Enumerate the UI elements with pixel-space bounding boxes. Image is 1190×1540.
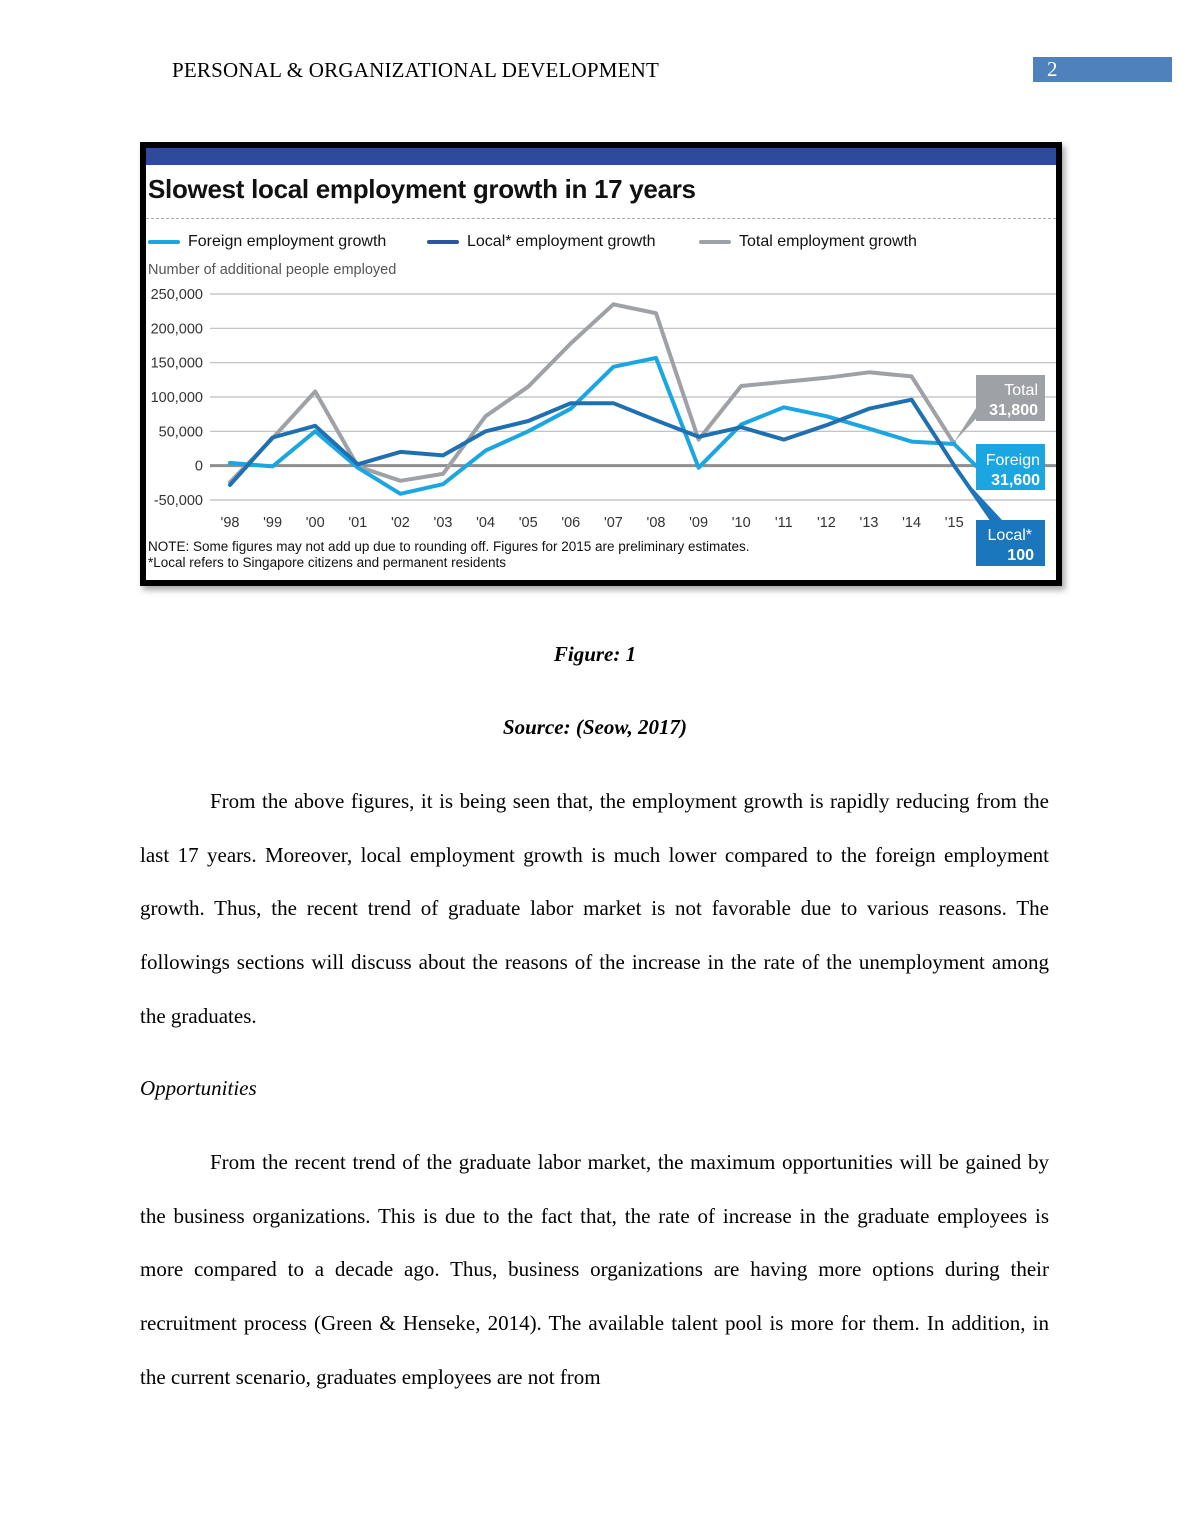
x-tick-label: '14 [902, 515, 922, 531]
x-tick-label: '99 [263, 515, 283, 531]
local-callout-label: Local* [987, 527, 1032, 544]
local-callout-value: 100 [1007, 547, 1034, 564]
x-tick-label: '00 [305, 515, 325, 531]
x-tick-label: '04 [476, 515, 496, 531]
chart-title: Slowest local employment growth in 17 years [148, 174, 696, 204]
y-axis-title: Number of additional people employed [148, 262, 397, 278]
y-tick-label: 150,000 [150, 355, 203, 372]
x-tick-label: '06 [561, 515, 581, 531]
x-tick-label: '01 [348, 515, 368, 531]
x-tick-label: '08 [646, 515, 666, 531]
x-tick-label: '10 [731, 515, 751, 531]
y-tick-label: -50,000 [153, 493, 203, 509]
series-line-total [230, 304, 954, 482]
x-tick-label: '98 [220, 515, 240, 531]
chart-footnote: *Local refers to Singapore citizens and permanent residents [148, 555, 506, 570]
foreign-callout-value: 31,600 [991, 472, 1040, 489]
x-tick-label: '09 [689, 515, 709, 531]
x-tick-label: '15 [944, 515, 964, 531]
series-line-local [230, 400, 992, 520]
paragraph-1 [140, 775, 1049, 1044]
paragraph-2-text: From the recent trend of the graduate labor market, the maximum opportunities will be gained by the business organizations. This is due to the fact that, the rate of increase in the graduate employees is more compared to a decade ago. Thus, business organizations are having more options during their recruitment process (Green & Henseke, 2014). The available talent pool is more for them. In addition, in the current scenario, graduates employees are not from [140, 1150, 1049, 1389]
paragraph-1-text: From the above figures, it is being seen that, the employment growth is rapidly reducing from the last 17 years. Moreover, local employment growth is much lower compared to the foreign employment growth. Thus, the recent trend of graduate labor market is not favorable due to various reasons. The followings sections will discuss about the reasons of the increase in the rate of the unemployment among the graduates. [140, 789, 1049, 1028]
legend-label-foreign: Foreign employment growth [188, 233, 387, 250]
total-callout-value: 31,800 [989, 402, 1038, 419]
y-tick-label: 0 [194, 458, 203, 475]
page-number: 2 [1047, 57, 1058, 81]
x-tick-label: '05 [518, 515, 538, 531]
x-tick-label: '12 [816, 515, 836, 531]
foreign-callout-label: Foreign [985, 452, 1040, 469]
y-tick-label: 50,000 [158, 424, 203, 441]
series-line-foreign [230, 358, 976, 494]
legend-label-local: Local* employment growth [467, 233, 656, 250]
figure-frame [140, 142, 1062, 586]
figure-caption: Figure: 1 [553, 642, 637, 666]
total-callout-label: Total [1004, 382, 1038, 399]
x-tick-label: '13 [859, 515, 879, 531]
page-number-box [1033, 57, 1172, 82]
running-header-title: PERSONAL & ORGANIZATIONAL DEVELOPMENT [172, 58, 660, 82]
chart-note: NOTE: Some figures may not add up due to rounding off. Figures for 2015 are preliminary estimates. [148, 539, 750, 554]
legend-label-total: Total employment growth [739, 233, 917, 250]
paragraph-2 [140, 1136, 1049, 1405]
figure-chart [146, 148, 1056, 580]
x-tick-label: '11 [774, 515, 793, 531]
source-caption: Source: (Seow, 2017) [502, 715, 688, 739]
y-tick-label: 250,000 [150, 287, 203, 303]
y-tick-label: 200,000 [150, 321, 203, 338]
x-tick-label: '03 [433, 515, 453, 531]
x-tick-label: '07 [603, 515, 623, 531]
x-tick-label: '02 [390, 515, 410, 531]
line-chart [146, 148, 1056, 580]
section-heading-opportunities: Opportunities [140, 1076, 257, 1100]
y-tick-label: 100,000 [150, 390, 203, 406]
